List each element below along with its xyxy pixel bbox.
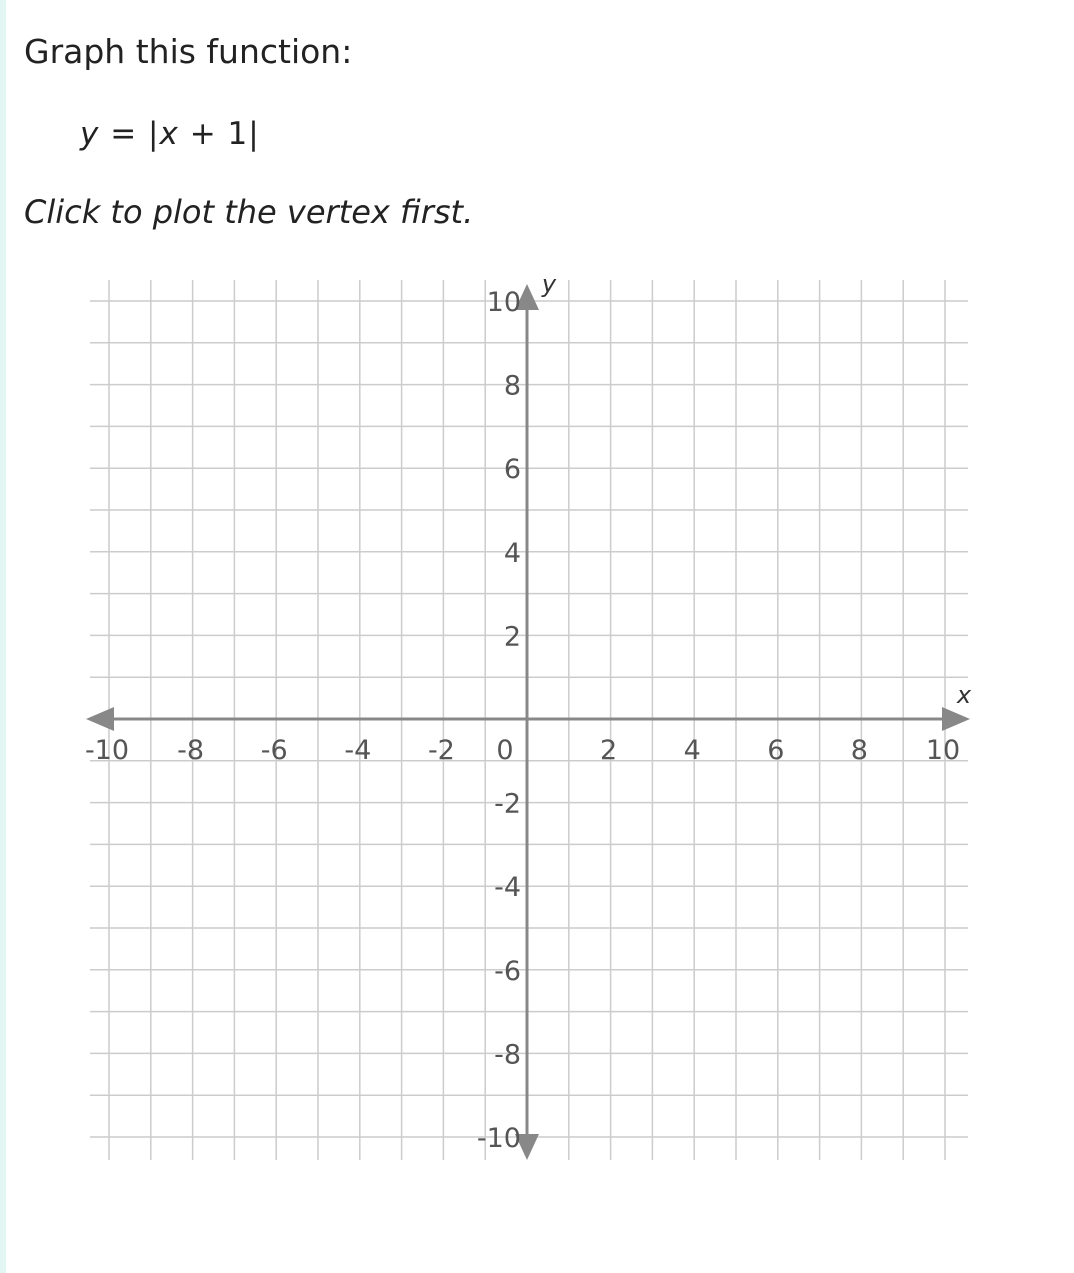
x-tick-label: 8 <box>850 735 868 766</box>
y-tick-label: -6 <box>494 955 521 987</box>
x-tick-label: -6 <box>260 735 288 766</box>
equation-abs-close: | <box>248 116 260 152</box>
y-tick-label: -8 <box>494 1039 521 1071</box>
prompt-title: Graph this function: <box>24 32 353 71</box>
equation-lhs: y <box>80 116 100 152</box>
equation-var: x <box>159 116 179 152</box>
instruction-text: Click to plot the vertex first. <box>24 193 474 231</box>
x-tick-label: 0 <box>496 735 514 766</box>
x-axis-name: x <box>956 681 972 709</box>
x-tick-label: -10 <box>84 735 130 766</box>
y-tick-label: 10 <box>486 287 521 318</box>
x-tick-label: -2 <box>427 735 455 766</box>
equation-equals: = <box>99 116 149 152</box>
x-tick-label: 6 <box>767 735 785 766</box>
x-tick-label: 4 <box>683 735 701 766</box>
y-tick-label: -2 <box>494 788 521 820</box>
equation-abs-open: | <box>148 116 160 152</box>
x-tick-label: 2 <box>600 735 618 766</box>
y-tick-label: 2 <box>503 621 521 653</box>
y-tick-label: -10 <box>476 1123 521 1154</box>
y-tick-label: 4 <box>503 537 521 569</box>
x-tick-label: -8 <box>177 735 205 766</box>
y-axis-name: y <box>541 270 557 298</box>
y-tick-label: 6 <box>503 454 521 486</box>
y-tick-label: 8 <box>503 370 521 402</box>
y-tick-label: -4 <box>494 872 521 904</box>
equation-rest: + 1 <box>178 116 249 152</box>
x-tick-label: -4 <box>344 735 372 766</box>
x-tick-label: 10 <box>925 735 961 766</box>
